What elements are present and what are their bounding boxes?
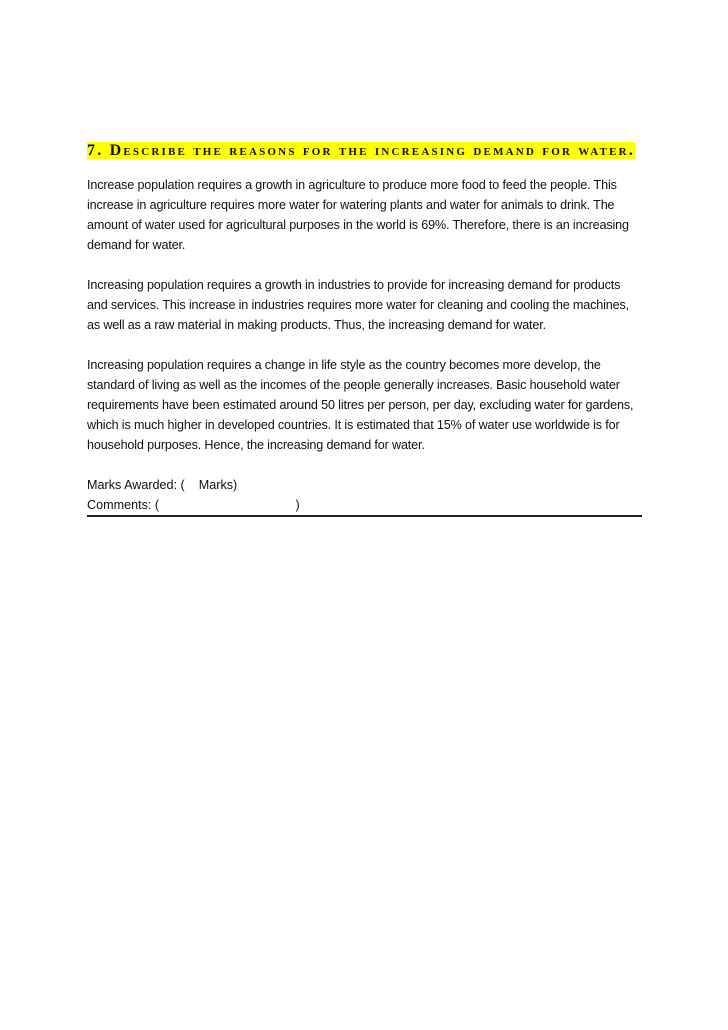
answer-sheet [87,140,642,517]
comments-line: Comments: ( ) [87,495,642,517]
question-highlight: 7. Describe the reasons for the increasing demand for water. [87,142,636,159]
answer-paragraph-household: Increasing population requires a change in life style as the country becomes more develop, the standard of living as well as the incomes of the people generally increases. Basic household water requirements have been estimated around 50 litres per person, per day, excluding water for gardens, which is much higher in developed countries. It is estimated that 15% of water use worldwide is for household purposes. Hence, the increasing demand for water. [87,358,634,452]
spacer [87,335,642,355]
question-heading [87,140,642,161]
marks-awarded: Marks Awarded: ( Marks) [87,478,238,492]
answer-paragraph-industry: Increasing population requires a growth in industries to provide for increasing demand for products and services. This increase in industries requires more water for cleaning and cooling the machines, as well as a raw material in making products. Thus, the increasing demand for water. [87,278,629,332]
answer-paragraph-agriculture: Increase population requires a growth in agriculture to produce more food to feed the people. This increase in agriculture requires more water for watering plants and water for animals to drink. The amount of water used for agricultural purposes in the world is 69%. Therefore, there is an increasing demand for water. [87,178,629,252]
spacer [87,255,642,275]
spacer [87,455,642,475]
spacer [87,161,642,175]
